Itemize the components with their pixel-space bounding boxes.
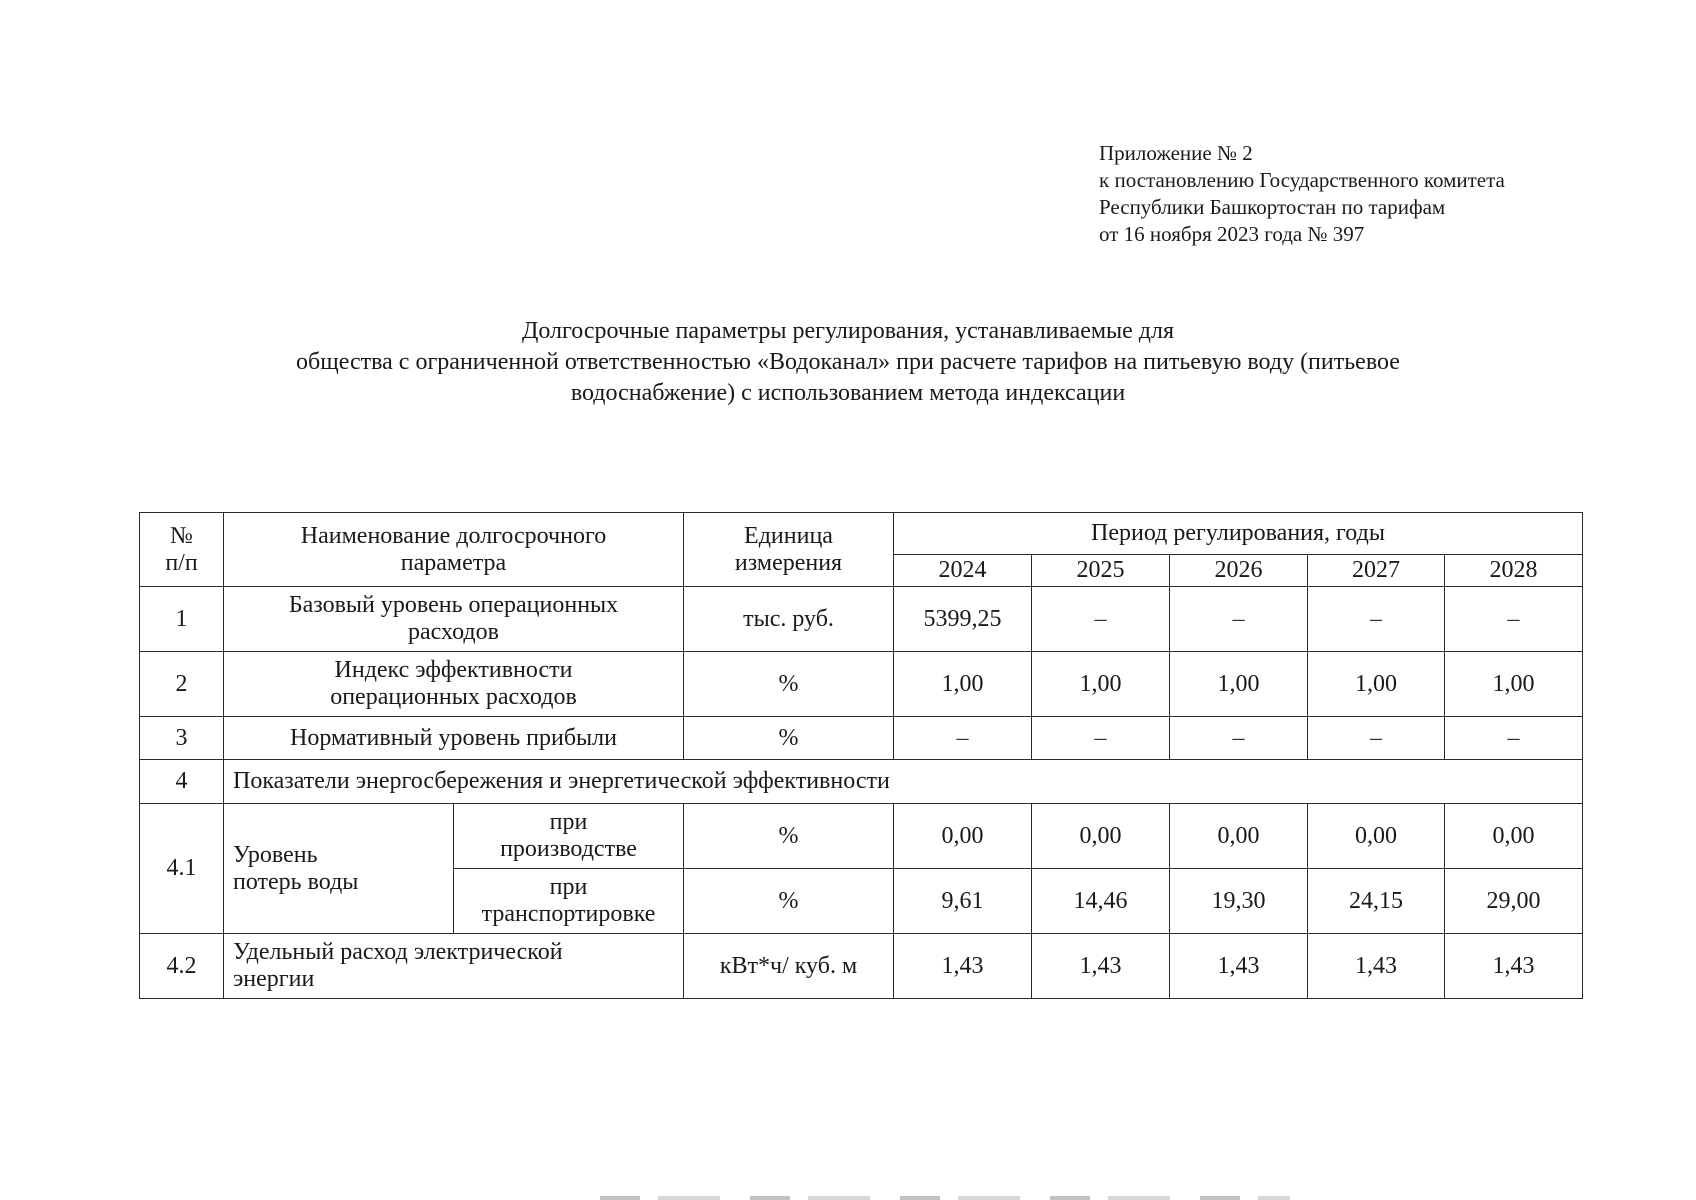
- table-row: [140, 717, 1583, 760]
- row-subname-line1: при: [549, 809, 588, 835]
- row-section-title: Показатели энергосбережения и энергетической эффективности: [224, 760, 1583, 804]
- appendix-header: [1099, 140, 1505, 248]
- row-value: 9,61: [894, 869, 1032, 934]
- row-unit: %: [684, 652, 894, 717]
- table-row: [140, 934, 1583, 999]
- row-name: Нормативный уровень прибыли: [224, 717, 684, 760]
- header-unit-line1: Единица: [744, 522, 833, 549]
- scan-artifact-stripe: [600, 1196, 1290, 1200]
- row-name: [224, 652, 684, 717]
- row-value: –: [1445, 717, 1583, 760]
- row-unit: тыс. руб.: [684, 587, 894, 652]
- row-value: 19,30: [1170, 869, 1308, 934]
- title-line: Долгосрочные параметры регулирования, устанавливаемые для: [521, 318, 1175, 344]
- row-value: 1,00: [1308, 652, 1445, 717]
- row-value: 0,00: [894, 804, 1032, 869]
- header-year: 2028: [1445, 555, 1583, 587]
- row-value: 0,00: [1445, 804, 1583, 869]
- row-name-line2: потерь воды: [233, 868, 359, 895]
- row-value: –: [894, 717, 1032, 760]
- row-num: 1: [140, 587, 224, 652]
- header-year: 2027: [1308, 555, 1445, 587]
- parameters-table: [139, 512, 1583, 999]
- header-unit-line2: измерения: [734, 549, 843, 576]
- row-unit: кВт*ч/ куб. м: [684, 934, 894, 999]
- row-value: 0,00: [1170, 804, 1308, 869]
- document-title: [100, 316, 1596, 409]
- header-name: [224, 513, 684, 587]
- table-row: [140, 652, 1583, 717]
- row-value: 1,00: [1170, 652, 1308, 717]
- table-row: [140, 587, 1583, 652]
- header-num-line2: п/п: [165, 549, 198, 576]
- table-row: [140, 760, 1583, 804]
- row-unit: %: [684, 869, 894, 934]
- row-name: [224, 804, 454, 934]
- row-value: 1,43: [1032, 934, 1170, 999]
- row-num: 4.2: [140, 934, 224, 999]
- row-value: 1,43: [894, 934, 1032, 999]
- appendix-line: Республики Башкортостан по тарифам: [1099, 195, 1446, 219]
- row-subname-line2: производстве: [500, 836, 637, 862]
- row-name-line2: операционных расходов: [330, 684, 577, 710]
- row-value: –: [1032, 587, 1170, 652]
- row-unit: %: [684, 804, 894, 869]
- header-year: 2025: [1032, 555, 1170, 587]
- row-value: –: [1170, 717, 1308, 760]
- row-value: 1,00: [894, 652, 1032, 717]
- row-num: 4.1: [140, 804, 224, 934]
- row-name-line1: Удельный расход электрической: [233, 939, 563, 965]
- row-name-line2: энергии: [233, 966, 315, 992]
- row-value: 1,00: [1032, 652, 1170, 717]
- row-name-line1: Базовый уровень операционных: [288, 592, 619, 618]
- row-value: 1,43: [1445, 934, 1583, 999]
- row-value: 1,43: [1170, 934, 1308, 999]
- row-subname-line1: при: [549, 874, 588, 900]
- row-value: 1,00: [1445, 652, 1583, 717]
- table-header-row: [140, 513, 1583, 555]
- row-value: –: [1170, 587, 1308, 652]
- table-row: [140, 804, 1583, 869]
- row-num: 2: [140, 652, 224, 717]
- row-value: 14,46: [1032, 869, 1170, 934]
- row-name: [224, 587, 684, 652]
- row-value: –: [1308, 717, 1445, 760]
- row-value: –: [1445, 587, 1583, 652]
- row-name-line1: Уровень: [233, 841, 318, 868]
- header-year: 2026: [1170, 555, 1308, 587]
- appendix-line: от 16 ноября 2023 года № 397: [1099, 222, 1365, 246]
- appendix-line: к постановлению Государственного комитета: [1099, 168, 1505, 192]
- row-name-line2: расходов: [408, 619, 499, 645]
- title-line: водоснабжение) с использованием метода индексации: [570, 380, 1126, 406]
- header-name-line1: Наименование долгосрочного: [300, 522, 607, 549]
- title-line: общества с ограниченной ответственностью «Водоканал» при расчете тарифов на питьевую воду (питьевое: [296, 349, 1400, 375]
- row-num: 3: [140, 717, 224, 760]
- header-unit: [684, 513, 894, 587]
- header-num: [140, 513, 224, 587]
- header-num-line1: №: [170, 522, 193, 549]
- row-num: 4: [140, 760, 224, 804]
- row-value: 29,00: [1445, 869, 1583, 934]
- row-value: 24,15: [1308, 869, 1445, 934]
- row-unit: %: [684, 717, 894, 760]
- row-value: 1,43: [1308, 934, 1445, 999]
- row-value: 0,00: [1308, 804, 1445, 869]
- row-subname: [454, 869, 684, 934]
- header-year: 2024: [894, 555, 1032, 587]
- row-value: 5399,25: [894, 587, 1032, 652]
- row-name: [224, 934, 684, 999]
- header-period: Период регулирования, годы: [894, 513, 1583, 555]
- row-subname-line2: транспортировке: [481, 901, 656, 927]
- row-value: 0,00: [1032, 804, 1170, 869]
- appendix-line: Приложение № 2: [1099, 141, 1253, 165]
- row-subname: [454, 804, 684, 869]
- header-name-line2: параметра: [400, 549, 507, 576]
- row-name-line1: Индекс эффективности: [334, 657, 573, 683]
- row-value: –: [1308, 587, 1445, 652]
- row-value: –: [1032, 717, 1170, 760]
